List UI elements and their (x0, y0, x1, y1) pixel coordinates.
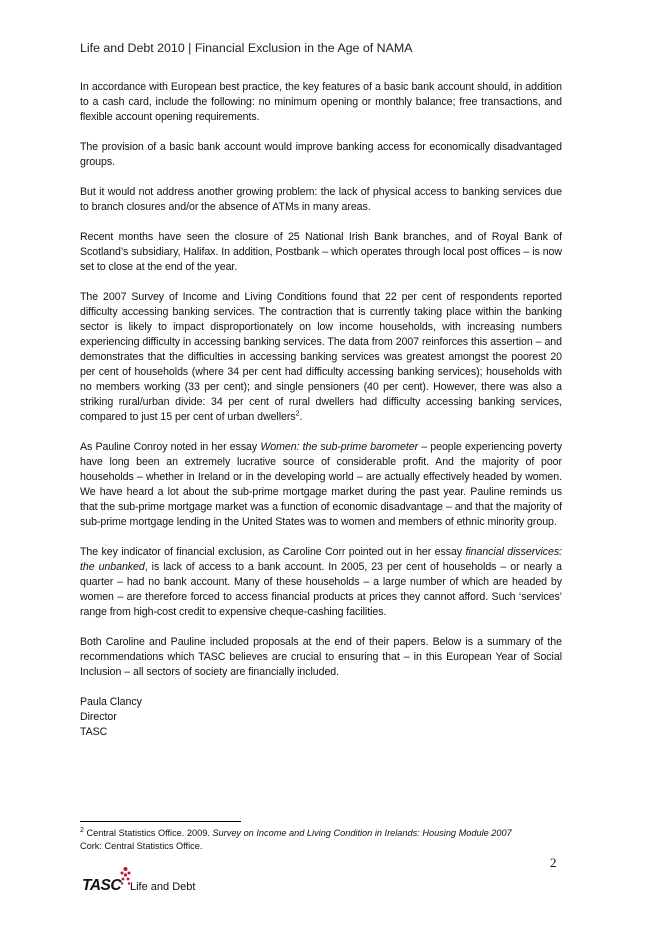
essay-title-corr: financial disservices: the unbanked (80, 546, 562, 573)
paragraph-access-improve: The provision of a basic bank account would improve banking access for economically disadvantaged groups. (80, 141, 562, 168)
footnote-divider (80, 821, 241, 822)
signature-role: Director (80, 711, 117, 723)
footnote-publisher: Cork: Central Statistics Office. (80, 841, 203, 851)
paragraph-conroy: As Pauline Conroy noted in her essay Women: the sub-prime barometer – people experiencing poverty have long been an extremely lucrative source of considerable profit. And the majority of poor households – whether in Ireland or in the developing world – are actually effectively headed by women. We have heard a lot about the sub-prime mortgage market during the past year. Pauline reminds us that the sub-prime mortgage market was a function of economic disadvantage – and that the majority of sub-prime mortgage lending in the United States was to women and members of ethnic minority group. (80, 441, 562, 528)
footnote: $^2$ Central Statistics Office. 2009. Survey on Income and Living Condition in Irelands: Housing Module 2007 Cork: Central Statistics Office. (80, 826, 512, 851)
paragraph-summary: Both Caroline and Pauline included proposals at the end of their papers. Below is a summary of the recommendations which TASC believes are crucial to ensuring that – in this European Year of Social Inclusion – all sectors of society are financially included. (80, 636, 562, 678)
page-number: 2 (550, 855, 557, 870)
paragraph-branch-closures: Recent months have seen the closure of 25 National Irish Bank branches, and of Royal Bank of Scotland’s subsidiary, Halifax. In addition, Postbank – which operates through local post offices – is now set to close at the end of the year. (80, 231, 562, 273)
signature-org: TASC (80, 726, 108, 738)
running-header: Life and Debt 2010 | Financial Exclusion in the Age of NAMA (80, 41, 413, 55)
paragraph-basic-account: In accordance with European best practice, the key features of a basic bank account should, in addition to a cash card, include the following: no minimum opening or monthly balance; free transactions, and flexible account opening requirements. (80, 81, 562, 123)
paragraph-corr: The key indicator of financial exclusion, as Caroline Corr pointed out in her essay financial disservices: the unbanked, is lack of access to a bank account. In 2005, 23 per cent of households – or nearly a quarter – had no bank account. Many of these households – a large number of which are headed by women – are therefore forced to access financial products at prices they cannot afford. Such ‘services’ range from high-cost credit to expensive cheque-cashing facilities. (80, 546, 563, 618)
footer-tagline: Life and Debt (130, 881, 196, 893)
essay-title-conroy: Women: the sub-prime barometer (260, 441, 419, 453)
document-body (80, 80, 562, 740)
tasc-logo-text: TASC (82, 877, 122, 894)
footnote-number: 2 (80, 826, 84, 834)
paragraph-physical-access: But it would not address another growing problem: the lack of physical access to banking services due to branch closures and/or the absence of ATMs in many areas. (80, 186, 562, 213)
paragraph-survey: The 2007 Survey of Income and Living Conditions found that 22 per cent of respondents reported difficulty accessing banking services. The contraction that is currently taking place within the banking sector is likely to impact disproportionately on low income households, with increasing numbers experiencing difficulty in accessing banking services. The data from 2007 reinforces this assertion – and demonstrates that the difficulties in accessing banking services was greatest amongst the poorest 20 per cent of households (where 34 per cent had difficulty accessing banking services); households with no members working (33 per cent); and single pensioners (40 per cent). However, there was also a striking rural/urban divide: 34 per cent of rural dwellers had difficulty accessing banking services, compared to just 15 per cent of urban dwellers$^2$. (80, 291, 562, 423)
footnote-ref: 2 (295, 410, 300, 418)
footer-logo (82, 866, 222, 898)
signature-name: Paula Clancy (80, 696, 142, 708)
footnote-title: Survey on Income and Living Condition in Irelands: Housing Module 2007 (212, 828, 512, 838)
